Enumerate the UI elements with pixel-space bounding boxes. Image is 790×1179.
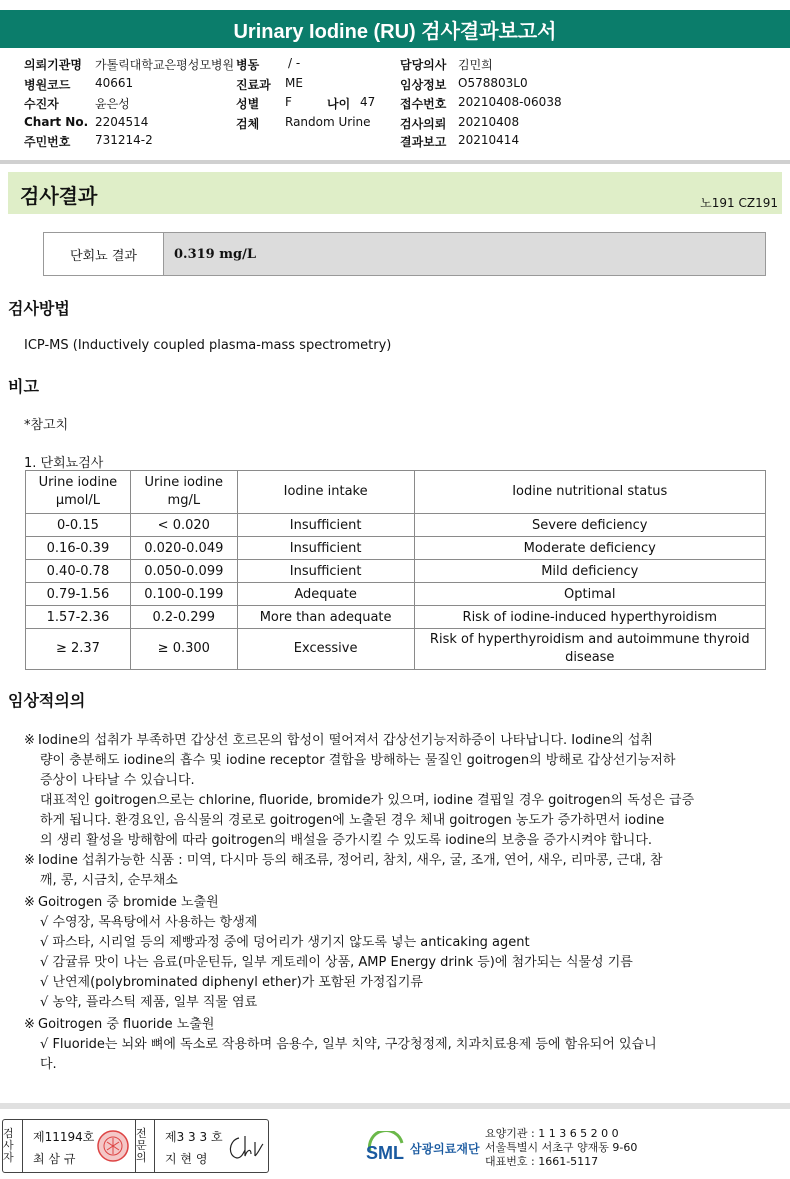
- list-item: √ 파스타, 시리얼 등의 제빵과정 중에 덩어리가 생기지 않도록 넣는 anticaking agent: [40, 935, 530, 950]
- doctor-value: 김민희: [458, 58, 493, 72]
- table-cell: More than adequate: [237, 606, 414, 629]
- clinical-line: Iodine 섭취가능한 식품 : 미역, 다시마 등의 해조류, 정어리, 참치, 새우, 굴, 조개, 연어, 새우, 리마콩, 근대, 참: [38, 853, 663, 868]
- doctor-label: 담당의사: [400, 58, 447, 72]
- inspector-label: 검사자: [3, 1120, 23, 1172]
- table-cell: 0.16-0.39: [26, 537, 131, 560]
- column-header: Iodine intake: [237, 471, 414, 514]
- rrn-label: 주민번호: [24, 135, 71, 149]
- table-cell: 0.2-0.299: [130, 606, 237, 629]
- clinical-subtitle: Goitrogen 중 fluoride 노출원: [38, 1017, 215, 1032]
- report-title: Urinary Iodine (RU) 검사결과보고서: [0, 10, 790, 48]
- table-cell: Risk of hyperthyroidism and autoimmune thyroid disease: [414, 629, 765, 670]
- table-header-row: [26, 471, 766, 514]
- note-title: 비고: [8, 377, 39, 396]
- clinical-line: Iodine의 섭취가 부족하면 갑상선 호르몬의 합성이 떨어져서 갑상선기능저하증이 나타납니다. Iodine의 섭취: [38, 733, 653, 748]
- result-section-header: [8, 172, 782, 214]
- check-icon: √: [40, 1037, 49, 1052]
- sex-label: 성별: [236, 97, 260, 111]
- reference-mark: ※: [24, 733, 35, 748]
- table-cell: 0.79-1.56: [26, 583, 131, 606]
- sex-value: F: [285, 95, 292, 109]
- age-value: 47: [360, 95, 376, 109]
- table-row: [26, 629, 766, 670]
- table-cell: Mild deficiency: [414, 560, 765, 583]
- org-address-line: 서울특별시 서초구 양재동 9-60: [485, 1141, 638, 1154]
- table-cell: < 0.020: [130, 514, 237, 537]
- table-cell: Severe deficiency: [414, 514, 765, 537]
- clinical-line: 깨, 콩, 시금치, 순무채소: [40, 873, 178, 888]
- clinical-text: [24, 731, 754, 1075]
- table-cell: Risk of iodine-induced hyperthyroidism: [414, 606, 765, 629]
- clinic-value: O578803L0: [458, 76, 528, 90]
- method-title: 검사방법: [8, 299, 70, 318]
- report-value: 20210414: [458, 133, 520, 147]
- clinical-line: 다.: [40, 1057, 57, 1072]
- table-row: [26, 560, 766, 583]
- check-icon: √: [40, 995, 49, 1010]
- clinical-line: 대표적인 goitrogen으로는 chlorine, fluoride, bromide가 있으며, iodine 결핍일 경우 goitrogen의 독성은 급증: [40, 793, 695, 808]
- inspector-name: 최 삼 규: [33, 1152, 76, 1166]
- specimen-value: Random Urine: [285, 115, 371, 129]
- result-title: 검사결과: [20, 184, 98, 208]
- age-label: 나이: [327, 97, 351, 111]
- org-address-line: 대표번호 : 1661-5117: [485, 1155, 599, 1168]
- hospital-label: 의뢰기관명: [24, 58, 82, 72]
- specialist-label: 전문의: [135, 1120, 155, 1172]
- patient-value: 윤은성: [95, 97, 130, 111]
- table-cell: Optimal: [414, 583, 765, 606]
- result-key: 단회뇨 결과: [44, 233, 164, 275]
- code-label: 병원코드: [24, 78, 71, 92]
- dept-value: ME: [285, 76, 303, 90]
- table-cell: Insufficient: [237, 537, 414, 560]
- clinical-line: 증상이 나타날 수 있습니다.: [40, 773, 195, 788]
- column-header: Urine iodine mg/L: [130, 471, 237, 514]
- hospital-value: 가톨릭대학교은평성모병원: [95, 58, 235, 72]
- clinical-line: 량이 충분해도 iodine의 흡수 및 iodine receptor 결합을 방해하는 물질인 goitrogen의 방해로 갑상선기능저하: [40, 753, 676, 768]
- table-row: [26, 537, 766, 560]
- table-cell: 0.050-0.099: [130, 560, 237, 583]
- column-header: Iodine nutritional status: [414, 471, 765, 514]
- reference-sub-label: 1. 단회뇨검사: [24, 456, 104, 471]
- footer: [0, 1103, 790, 1179]
- table-cell: 0-0.15: [26, 514, 131, 537]
- table-row: [26, 606, 766, 629]
- table-row: [26, 583, 766, 606]
- logo-text: SML: [366, 1143, 404, 1163]
- org-address-line: 요양기관 : 1 1 3 6 5 2 0 0: [485, 1127, 619, 1140]
- check-icon: √: [40, 915, 49, 930]
- ward-label: 병동: [236, 58, 260, 72]
- specimen-label: 검체: [236, 117, 260, 131]
- table-cell: Excessive: [237, 629, 414, 670]
- receipt-label: 접수번호: [400, 97, 447, 111]
- check-icon: √: [40, 955, 49, 970]
- column-header: Urine iodine μmol/L: [26, 471, 131, 514]
- reference-mark: ※: [24, 1017, 35, 1032]
- patient-info: [0, 48, 790, 164]
- org-name: 삼광의료재단: [410, 1141, 480, 1156]
- clinical-line: 하게 됩니다. 환경요인, 음식물의 경로로 goitrogen에 노출된 경우 체내 goitrogen 농도가 증가하면서 iodine: [40, 813, 665, 828]
- seal-stamp-icon: [95, 1126, 133, 1166]
- inspector-number: 제11194호: [33, 1130, 95, 1144]
- signature-icon: [225, 1130, 265, 1164]
- req-label: 검사의뢰: [400, 117, 447, 131]
- reference-label: *참고치: [24, 418, 69, 433]
- table-row: [26, 514, 766, 537]
- clinical-title: 임상적의의: [8, 691, 86, 710]
- dept-label: 진료과: [236, 78, 271, 92]
- org-address: [485, 1127, 637, 1169]
- list-item: √ 수영장, 목욕탕에서 사용하는 항생제: [40, 915, 258, 930]
- signature-box: [2, 1119, 269, 1173]
- patient-label: 수진자: [24, 97, 59, 111]
- table-cell: Insufficient: [237, 514, 414, 537]
- receipt-value: 20210408-06038: [458, 95, 562, 109]
- table-cell: ≥ 2.37: [26, 629, 131, 670]
- list-item: √ 농약, 플라스틱 제품, 일부 직물 염료: [40, 995, 258, 1010]
- result-box: [43, 232, 766, 276]
- result-value: 0.319 mg/L: [164, 233, 765, 275]
- table-cell: Insufficient: [237, 560, 414, 583]
- reference-mark: ※: [24, 853, 35, 868]
- specialist-name: 지 현 영: [165, 1152, 208, 1166]
- table-cell: ≥ 0.300: [130, 629, 237, 670]
- report-label: 결과보고: [400, 135, 447, 149]
- list-item: √ 난연제(polybrominated diphenyl ether)가 포함된 가정집기류: [40, 975, 423, 990]
- table-cell: 0.020-0.049: [130, 537, 237, 560]
- clinical-line: 의 생리 활성을 방해함에 따라 goitrogen의 배설을 증가시킬 수 있도록 iodine의 보충을 증가시켜야 합니다.: [40, 833, 653, 848]
- list-item: √ Fluoride는 뇌와 뼈에 독소로 작용하며 음용수, 일부 치약, 구강청정제, 치과치료용제 등에 함유되어 있습니: [40, 1037, 657, 1052]
- check-icon: √: [40, 975, 49, 990]
- specialist-number: 제3 3 3 호: [165, 1130, 223, 1144]
- clinic-label: 임상정보: [400, 78, 447, 92]
- req-value: 20210408: [458, 115, 520, 129]
- table-cell: 0.40-0.78: [26, 560, 131, 583]
- test-code: 노191 CZ191: [700, 196, 778, 210]
- code-value: 40661: [95, 76, 134, 90]
- clinical-subtitle: Goitrogen 중 bromide 노출원: [38, 895, 219, 910]
- table-cell: Moderate deficiency: [414, 537, 765, 560]
- reference-table: [25, 470, 766, 670]
- table-cell: 1.57-2.36: [26, 606, 131, 629]
- list-item: √ 감귤류 맛이 나는 음료(마운틴듀, 일부 게토레이 상품, AMP Energy drink 등)에 첨가되는 식물성 기름: [40, 955, 633, 970]
- logo-mark-icon: [366, 1131, 406, 1165]
- reference-mark: ※: [24, 895, 35, 910]
- chart-value: 2204514: [95, 115, 149, 129]
- check-icon: √: [40, 935, 49, 950]
- table-cell: 0.100-0.199: [130, 583, 237, 606]
- method-text: ICP-MS (Inductively coupled plasma-mass spectrometry): [24, 338, 392, 353]
- chart-label: Chart No.: [24, 115, 89, 129]
- ward-value: / -: [288, 56, 301, 70]
- sml-logo: [366, 1131, 480, 1165]
- table-cell: Adequate: [237, 583, 414, 606]
- rrn-value: 731214-2: [95, 133, 153, 147]
